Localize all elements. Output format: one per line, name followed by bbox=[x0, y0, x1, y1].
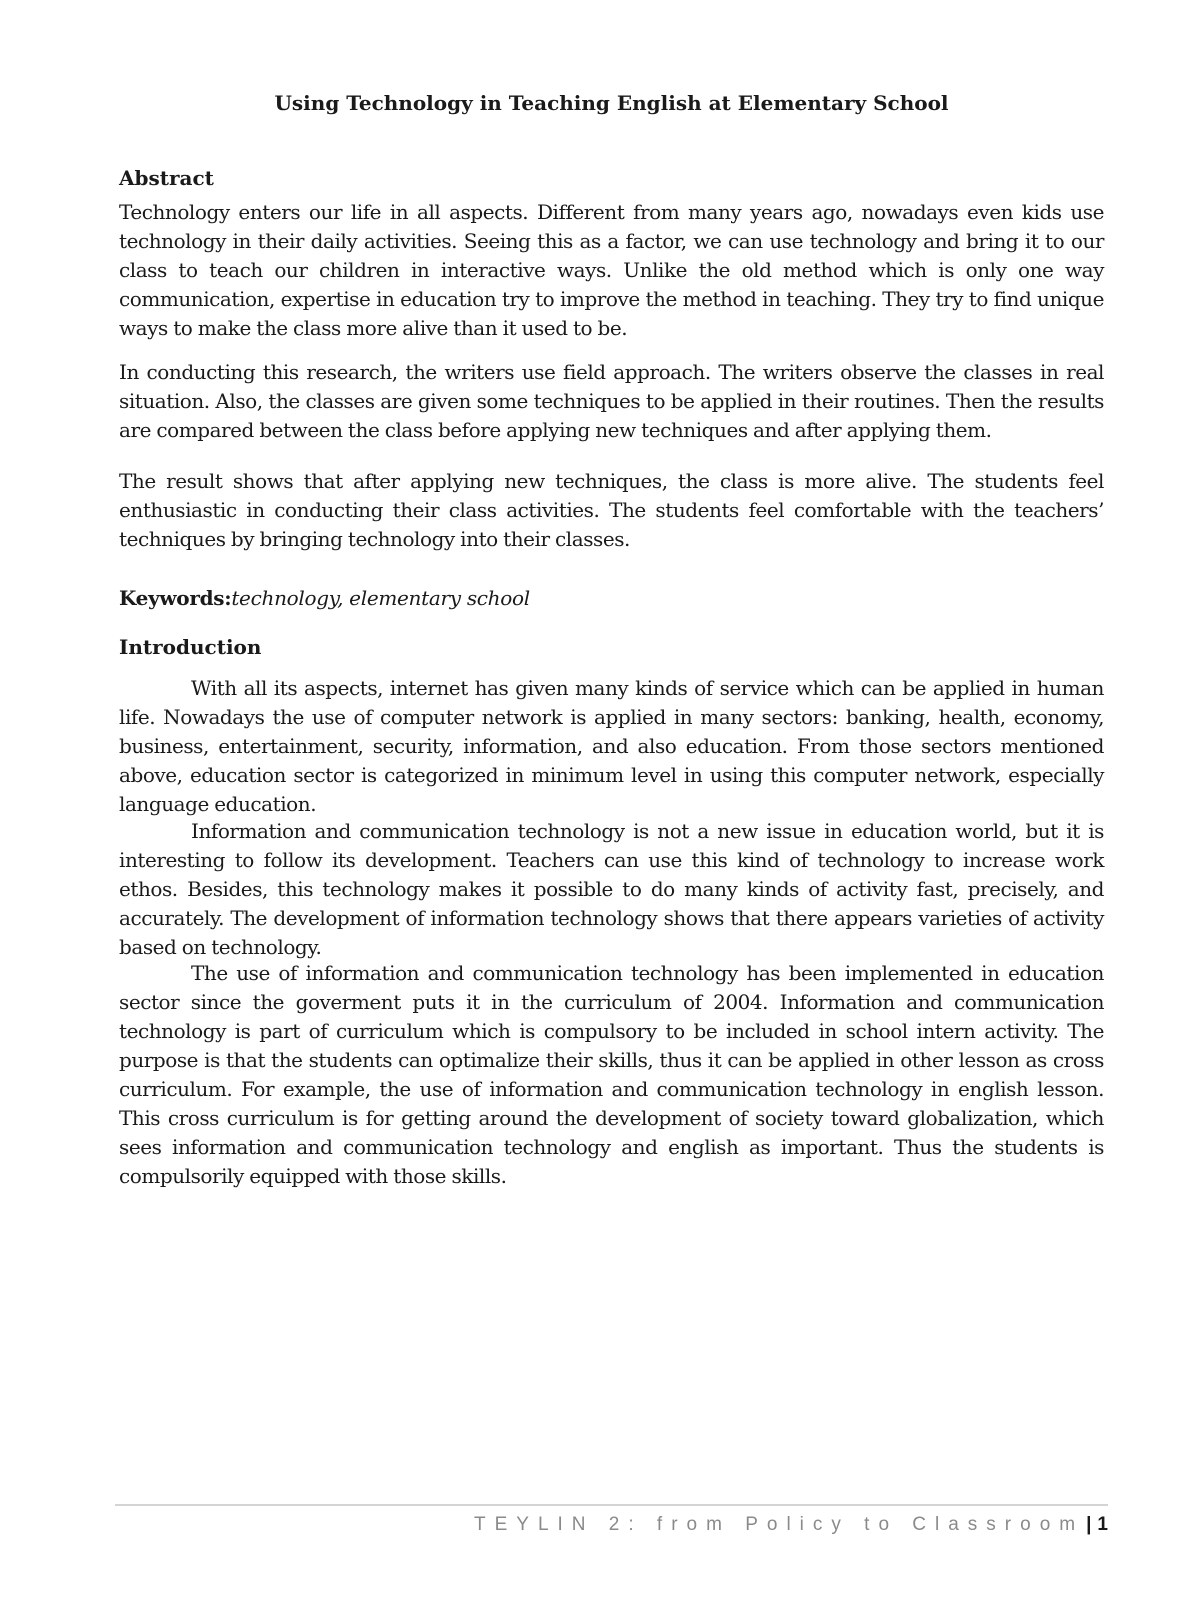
introduction-heading: Introduction bbox=[119, 635, 262, 659]
keywords-label: Keywords: bbox=[119, 586, 232, 610]
keywords bbox=[119, 584, 530, 612]
abstract-paragraph-3: The result shows that after applying new techniques, the class is more alive. The students feel enthusiastic in conducting their class activities. The students feel comfortable with the teachers’ techniques by bringing technology into their classes. bbox=[119, 469, 1104, 551]
abstract-paragraph-1: Technology enters our life in all aspects. Different from many years ago, nowadays even kids use technology in their daily activities. Seeing this as a factor, we can use technology and bring it to our class to teach our children in interactive ways. Unlike the old method which is only one way communication, expertise in education try to improve the method in teaching. They try to find unique ways to make the class more alive than it used to be. bbox=[119, 200, 1104, 340]
page-title: Using Technology in Teaching English at Elementary School bbox=[274, 91, 949, 115]
abstract-heading: Abstract bbox=[119, 166, 214, 190]
footer-separator: | bbox=[1086, 1514, 1092, 1535]
footer-text: TEYLIN 2: from Policy to Classroom bbox=[474, 1514, 1085, 1535]
abstract-paragraph-2: In conducting this research, the writers use field approach. The writers observe the classes in real situation. Also, the classes are given some techniques to be applied in their routines. Then the results are compared between the class before applying new techniques and after applying them. bbox=[119, 360, 1104, 442]
introduction-paragraph-3: The use of information and communication technology has been implemented in education sector since the goverment puts it in the curriculum of 2004. Information and communication technology is part of curriculum which is compulsory to be included in school intern activity. The purpose is that the students can optimalize their skills, thus it can be applied in other lesson as cross curriculum. For example, the use of information and communication technology in english lesson. This cross curriculum is for getting around the development of society toward globalization, which sees information and communication technology and english as important. Thus the students is compulsorily equipped with those skills. bbox=[119, 961, 1104, 1188]
page-footer bbox=[474, 1512, 1108, 1538]
page-number: 1 bbox=[1097, 1514, 1108, 1535]
footer-divider bbox=[115, 1504, 1108, 1506]
introduction-paragraph-2: Information and communication technology is not a new issue in education world, but it is interesting to follow its development. Teachers can use this kind of technology to increase work ethos. Besides, this technology makes it possible to do many kinds of activity fast, precisely, and accurately. The development of information technology shows that there appears varieties of activity based on technology. bbox=[119, 819, 1104, 959]
introduction-paragraph-1: With all its aspects, internet has given many kinds of service which can be applied in human life. Nowadays the use of computer network is applied in many sectors: banking, health, economy, business, entertainment, security, information, and also education. From those sectors mentioned above, education sector is categorized in minimum level in using this computer network, especially language education. bbox=[119, 676, 1104, 816]
keywords-value: technology, elementary school bbox=[231, 586, 530, 610]
